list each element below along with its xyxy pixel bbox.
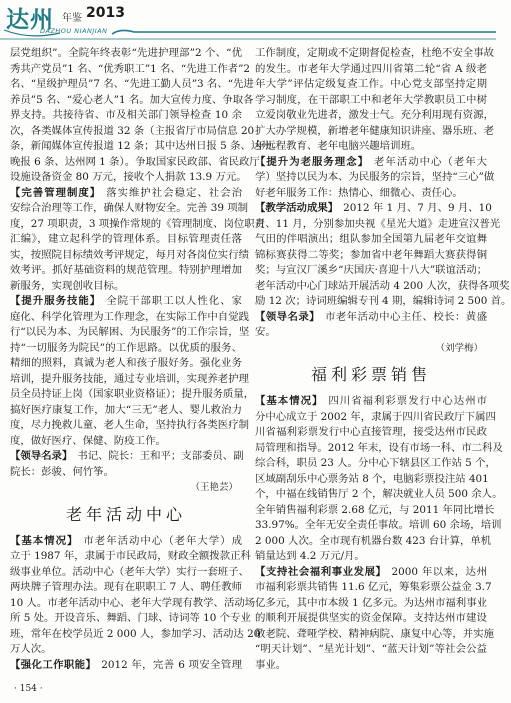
- text-line: 持“一切服务为院民”的工作思路。以优质的服务、: [10, 341, 242, 354]
- page-number: · 154 ·: [14, 684, 43, 694]
- text-line: 两块牌子管理办法。现有在职职工 7 人、聘任教师: [10, 581, 242, 593]
- text-line: 新服务，实现创收目标。: [10, 279, 125, 292]
- text-line: 院长：彭骏、何竹筝。: [10, 465, 114, 478]
- text-run: 市老年活动中心（老年大学）成: [83, 534, 243, 547]
- paragraph-heading: 【基本情况】: [10, 534, 79, 547]
- text-line: 晚报 6 条、达州网 1 条）。争取国家民政部、省民政厅: [10, 155, 260, 168]
- paragraph-heading: 【教学活动成果】: [255, 202, 339, 214]
- text-line: [10, 449, 242, 465]
- paragraph-heading: 【基本情况】: [255, 395, 324, 407]
- text-run: 2012 年 1 月、7 月、9 月、10: [343, 202, 492, 214]
- text-line: 分中心成立于 2002 年，隶属于四川省民政厅下属四: [255, 410, 496, 423]
- text-line: 级事业单位。活动中心（老年大学）实行一套班子、: [10, 565, 249, 578]
- text-line: 事业。: [255, 658, 287, 671]
- text-line: 气田的伴唱演出；组队参加全国第九届老年交谊舞: [255, 233, 487, 245]
- text-run: 2000 年以来，达州: [391, 565, 487, 578]
- text-line: 精细的照料，真诚为老人和孩子服好务。强化业务: [10, 357, 242, 369]
- text-line: 川省福利彩票发行中心直接管理，接受达州市民政: [255, 426, 487, 438]
- paragraph-management: [10, 186, 266, 295]
- author-credit: （刘学梅）: [435, 342, 483, 354]
- text-line: [10, 294, 242, 310]
- text-line: “明天计划”、“星光计划”、“蓝天计划”等社会公益: [255, 643, 487, 655]
- paragraph-basic: [255, 394, 503, 565]
- text-line: [255, 310, 487, 326]
- text-line: 市福利彩票共销售 11.6 亿元，筹集彩票公益金 3.7: [255, 581, 492, 593]
- text-line: 年远程教育、老年电脑兴趣培训班。: [255, 140, 422, 152]
- text-line: 年大学”评估定级复查工作。中心党支部坚持定期: [255, 78, 487, 90]
- text-line: 工作制度，定期或不定期督促检查，杜绝不安全事故: [255, 47, 494, 59]
- text-line: 度，27 项职责，3 项操作常规的《管理制度、岗位职责: [10, 217, 266, 230]
- section-title: 老年活动中心: [65, 504, 186, 524]
- text-line: 庭化、科学化管理为工作理念，在实际工作中自觉践: [10, 310, 249, 323]
- text-line: 立于 1987 年，隶属于市民政局，财政全额拨款正科: [10, 550, 251, 562]
- text-run: 老年活动中心（老年大: [374, 155, 488, 168]
- paragraph-heading: 【领导名录】: [10, 450, 73, 462]
- text-line: 界支持。共接待省、市及相关部门领导检查 10 余: [10, 109, 242, 121]
- text-line: 综合科，职员 23 人。分中心下辖县区工作站 5 个，: [255, 457, 496, 469]
- text-run: 市老年活动中心主任、校长：黄盛: [324, 310, 488, 323]
- paragraph-heading: 【强化工作职能】: [10, 658, 97, 671]
- text-line: 老年活动中心门球站开展活动 4 200 人次，获得各项奖: [255, 279, 510, 292]
- text-line: 次，各类媒体宣传报道 32 条（主报省厅市局信息 20: [10, 124, 255, 137]
- paragraph-heading: 【提升服务技能】: [10, 295, 102, 307]
- text-line: 学）坚持以民为本、为民服务的宗旨，坚持“三心”做: [255, 171, 495, 183]
- paragraph-intro: [10, 46, 272, 186]
- text-line: [255, 201, 492, 217]
- left-column: [10, 46, 272, 673]
- text-line: 条，新闻媒体宣传报道 12 条；其中达州日报 5 条、达州: [10, 140, 272, 152]
- text-line: [255, 394, 487, 410]
- text-line: 名、“星级护理员”7 名、“先进工勤人员”3 名、“先进: [10, 78, 254, 90]
- text-line: [10, 186, 242, 202]
- paragraph-function: [10, 658, 242, 674]
- text-line: 敬老院、聋哑学校、精神病院、康复中心等，并实施: [255, 627, 494, 640]
- text-line: 局管理和指导。2012 年末，设有市场一科、市二科及: [255, 441, 503, 454]
- yearbook-year: 2013: [86, 5, 125, 21]
- text-line: 个，中福在线销售厅 2 个，解决就业人员 500 余人。: [255, 488, 503, 500]
- paragraph-heading: 【领导名录】: [255, 310, 320, 323]
- text-line: 效考评。抓好基础资料的规范管理。特别护理增加: [10, 264, 242, 276]
- text-line: 班，常年在校学员近 2 000 人，参加学习、活动达 20: [10, 627, 261, 640]
- text-line: 实，按照院目标绩效考评规定，每月对各岗位实行绩: [10, 248, 249, 261]
- text-line: 万人次。: [10, 643, 52, 655]
- text-line: 立爱岗敬业先进者，激发士气。充分利用现有资源，: [255, 109, 494, 121]
- text-line: 亿多元，其中市本级 1 亿多元。为达州市福利事业: [255, 596, 487, 609]
- text-line: [10, 534, 242, 550]
- text-run: 书记、院长：王和平；支部委员、副: [77, 450, 244, 462]
- paragraph-basic: [10, 534, 261, 658]
- text-line: 度，做好医疗、保健、防疫工作。: [10, 434, 166, 447]
- text-line: 层党组织”。全院年终表彰“先进护理部”2 个、“优: [10, 47, 242, 59]
- text-line: 励 12 次；诗词班编辑专刊 4 期，编辑诗词 2 500 首。: [255, 295, 511, 307]
- text-line: 秀共产党员”1 名、“优秀职工”1 名、“先进工作者”2: [10, 62, 251, 75]
- text-line: 的顺利开展提供坚实的资金保障。支持达州市建设: [255, 612, 487, 624]
- text-line: 所 5 处。开设音乐、舞蹈、门球、诗词等 10 个专业: [10, 612, 251, 624]
- author-credit: （王艳芸）: [190, 482, 238, 493]
- text-line: 全年销售福利彩票 2.68 亿元，与 2011 年同比增长: [255, 503, 495, 516]
- text-line: 安。: [255, 326, 276, 338]
- text-line: 2 000 人次。全市现有机器台数 423 台计算，单机: [255, 534, 492, 547]
- section-title: 福利彩票销售: [310, 365, 431, 384]
- yearbook-label: 年鉴: [62, 13, 82, 24]
- text-line: 度，尽力挽救儿童、老人生命，坚持执行各类医疗制: [10, 419, 249, 431]
- text-line: 培训，提升服务技能，通过专业培训，实现养老护理: [10, 372, 249, 385]
- text-line: 销量达到 4.2 万元/月。: [255, 550, 365, 562]
- paragraph-heading: 【完善管理制度】: [10, 186, 102, 199]
- text-line: 学习制度，在干部职工中和老年大学教职员工中树: [255, 93, 487, 106]
- paragraph-heading: 【支持社会福利事业发展】: [255, 565, 387, 578]
- text-line: 的发生。市老年大学通过四川省第二轮“省 A 级老: [255, 62, 487, 75]
- text-line: 33.97%。全年无安全责任事故。培训 60 余场，培训: [255, 519, 502, 531]
- text-line: 设施设备资金 80 万元，接收个人捐款 13.9 万元。: [10, 171, 247, 183]
- paragraph-achievements: [255, 201, 511, 310]
- text-line: 区域副刮乐中心票务站 8 个，电脑彩票投注站 401: [255, 472, 489, 485]
- paragraph-continuation: [255, 46, 494, 155]
- paragraph-leaders: [255, 310, 487, 341]
- text-line: 扩大办学规模，新增老年健康知识讲座、器乐班、老: [255, 124, 494, 137]
- text-line: 员全员持证上岗（国家职业资格证）；提升服务质量，: [10, 388, 255, 400]
- text-line: 搞好医疗康复工作，加大“三无”老人、婴儿救治力: [10, 403, 242, 416]
- text-line: 锦标赛获得二等奖；参加省中老年舞蹈大赛获得铜: [255, 248, 487, 261]
- paragraph-leaders: [10, 449, 242, 480]
- text-line: [255, 155, 487, 171]
- text-run: 2012 年，完善 6 项安全管理: [101, 658, 243, 671]
- text-line: [255, 565, 487, 581]
- text-run: 落实维护社会稳定、社会治: [106, 186, 242, 199]
- paragraph-heading: 【提升为老服务理念】: [255, 155, 370, 168]
- text-line: 月、11 月，分别参加央视《星光大道》走进宣汉普光: [255, 217, 501, 230]
- paragraph-philosophy: [255, 155, 495, 202]
- yearbook-romanized-title: DAZHOU NIANJIAN: [40, 27, 108, 35]
- text-line: 10 人。市老年活动中心、老年大学现有教学、活动场: [10, 596, 256, 609]
- paragraph-service: [10, 294, 255, 449]
- yearbook-title: 达州: [6, 7, 54, 33]
- text-line: 养员”5 名、“爱心老人”1 名。加大宣传力度、争取各: [10, 93, 254, 106]
- text-line: [10, 658, 242, 674]
- text-line: 安综合治理等工作，确保人财物安全。完善 39 项制: [10, 202, 249, 214]
- right-column: [255, 46, 511, 673]
- text-line: 行“以民为本、为民解困、为民服务”的工作宗旨，坚: [10, 326, 250, 338]
- text-line: 好老年服务工作：热情心、细微心、责任心。: [255, 186, 463, 199]
- paragraph-support: [255, 565, 494, 674]
- text-run: 四川省福利彩票发行中心达州市: [328, 395, 488, 407]
- text-line: 汇编》，建立起科学的管理体系。目标管理责任落: [10, 233, 242, 245]
- text-run: 全院干部职工以人性化、家: [106, 295, 242, 307]
- text-line: 奖；与宣汉厂溪乡“庆国庆·喜迎十八大”联谊活动；: [255, 264, 488, 276]
